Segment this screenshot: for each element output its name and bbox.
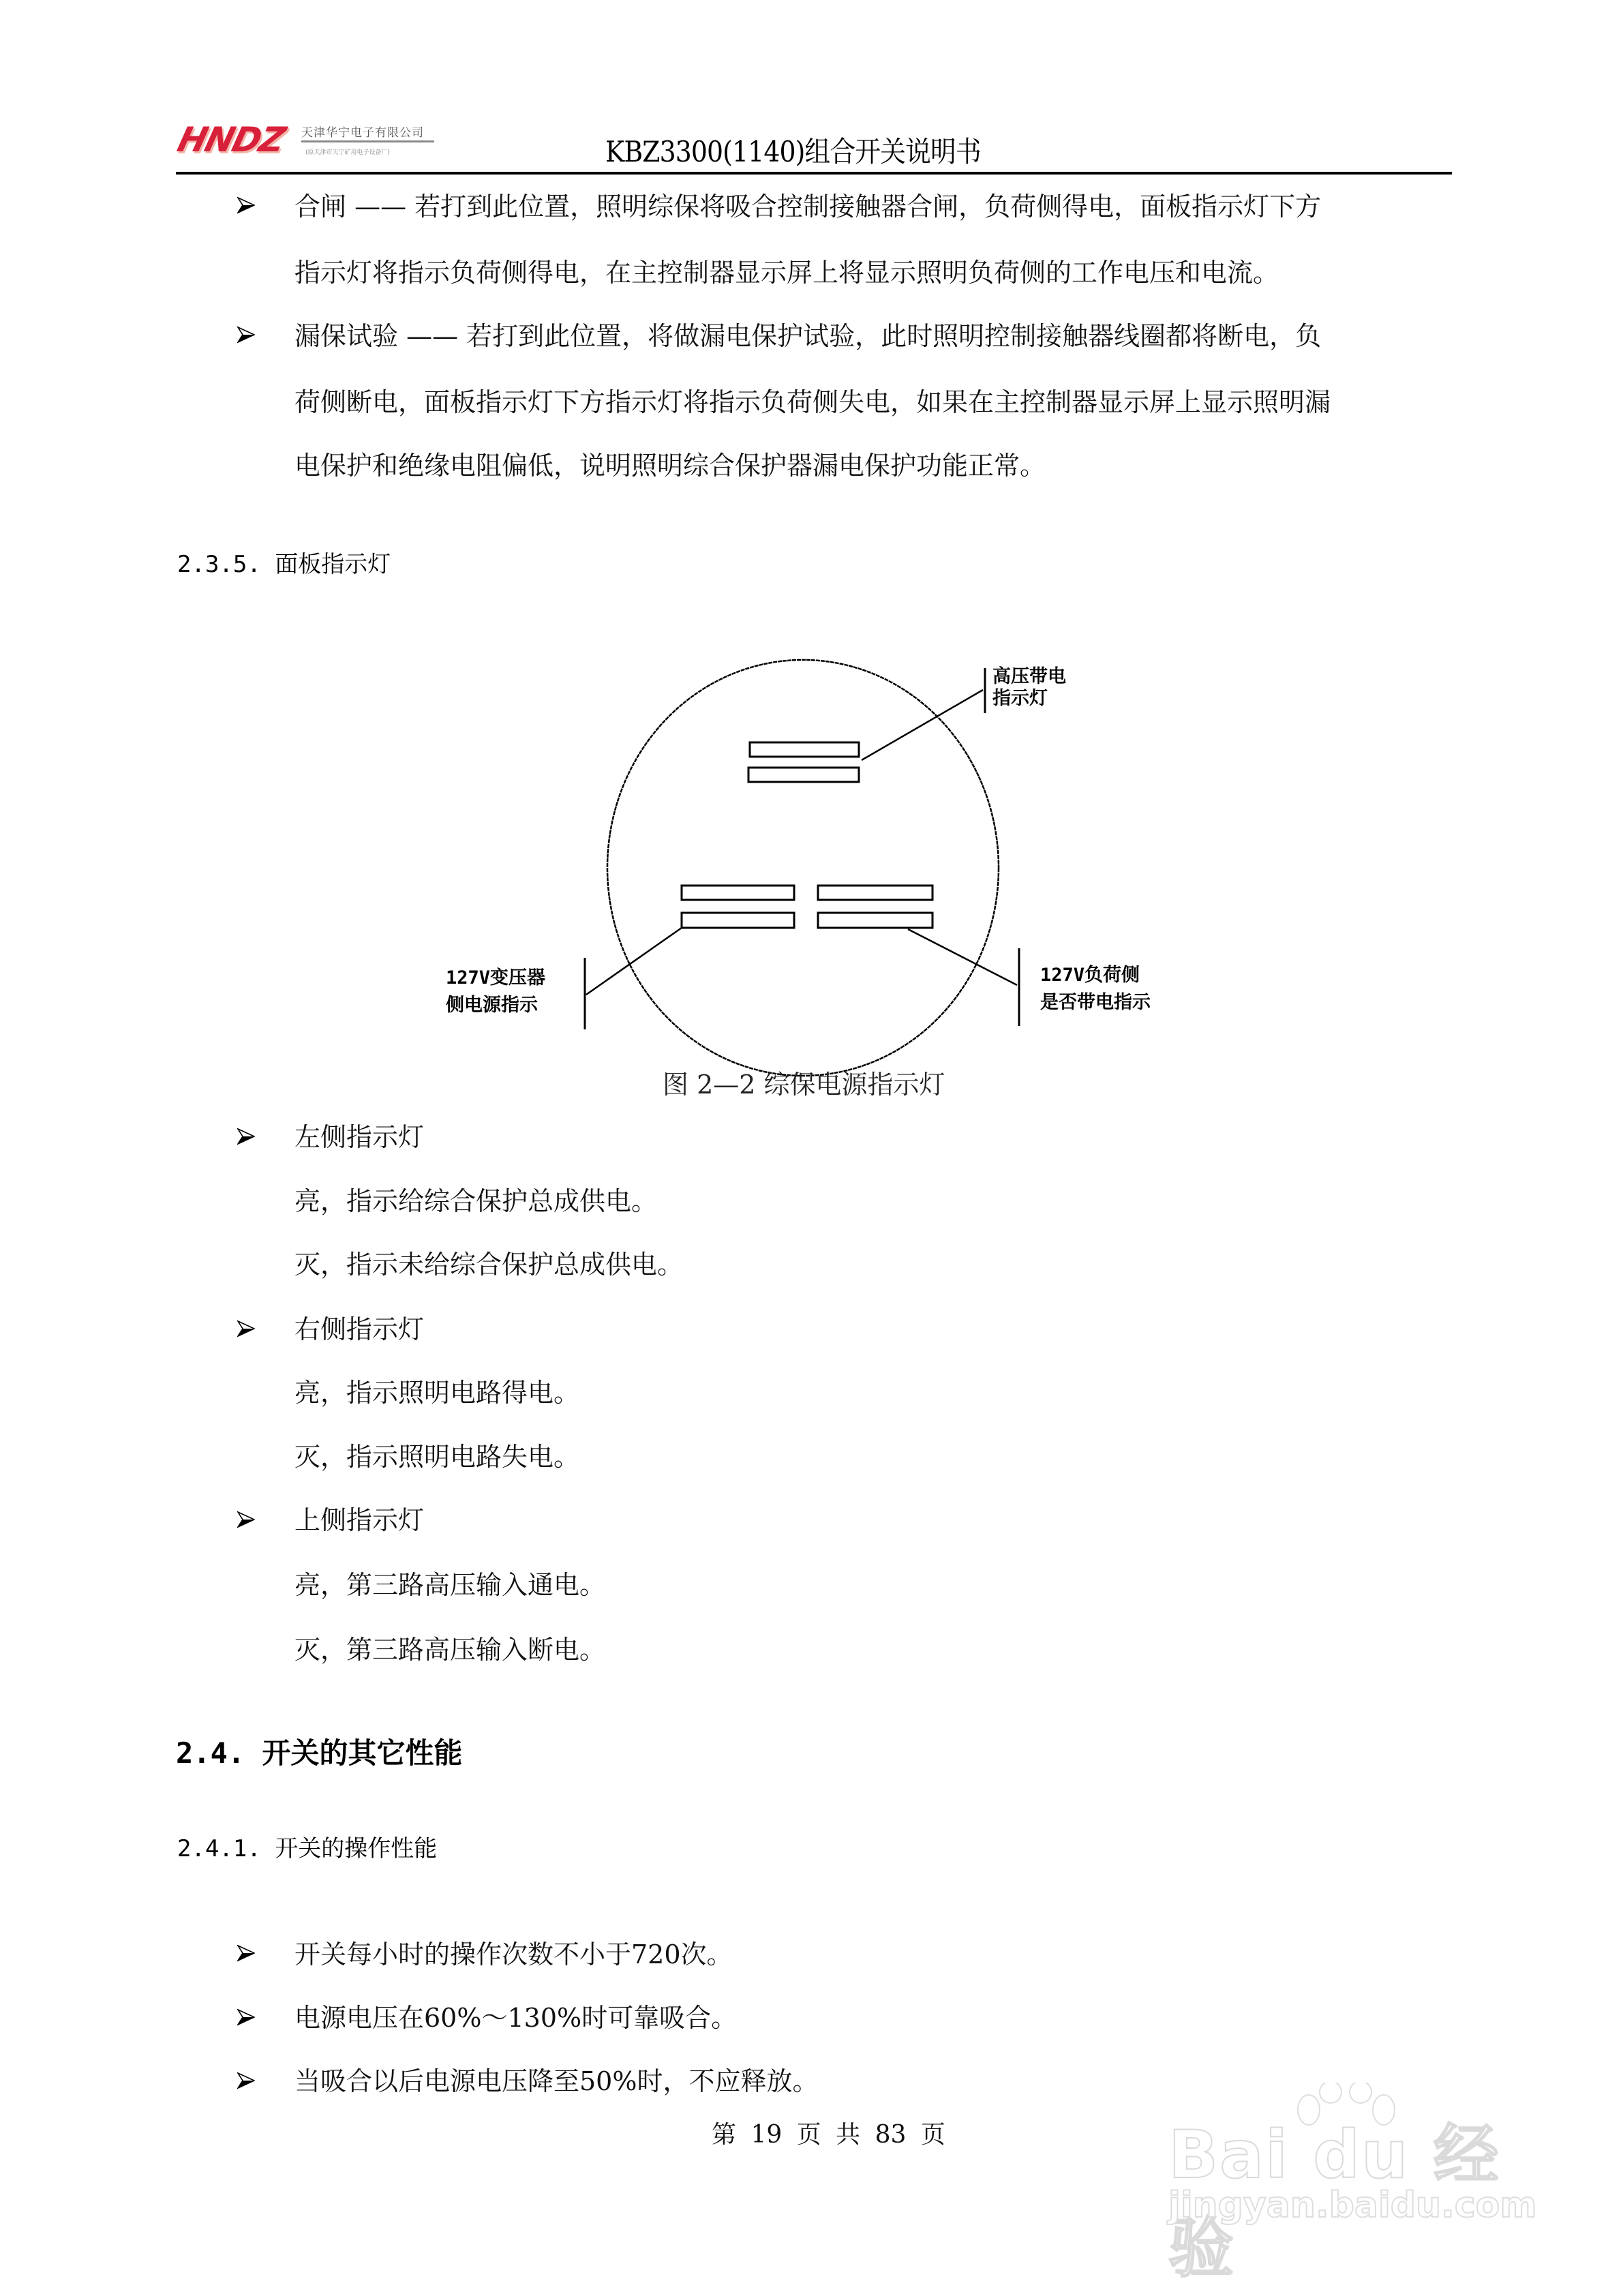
intro-item-2-line-2: 荷侧断电，面板指示灯下方指示灯将指示负荷侧失电，如果在主控制器显示屏上显示照明漏	[294, 387, 1331, 417]
intro-item-2-line-3: 电保护和绝缘电阻偏低，说明照明综合保护器漏电保护功能正常。	[294, 451, 1046, 481]
intro-item-2-line-1: 漏保试验 —— 若打到此位置，将做漏电保护试验，此时照明控制接触器线圈都将断电，负	[294, 321, 1322, 351]
arrow-bullet-icon	[237, 2008, 255, 2026]
arrow-bullet-icon	[237, 1320, 255, 1338]
intro-item-1-line-1: 合闸 —— 若打到此位置，照明综保将吸合控制接触器合闸，负荷侧得电，面板指示灯下方	[294, 192, 1322, 222]
indicator-right-on: 亮，指示照明电路得电。	[294, 1378, 580, 1408]
company-former-name: (原天津市天宁矿用电子设备厂)	[305, 149, 391, 156]
section-heading-2-4-1	[177, 1834, 437, 1864]
section-title: 面板指示灯	[275, 551, 391, 578]
document-title: KBZ3300(1140)组合开关说明书	[605, 135, 981, 168]
company-name: 天津华宁电子有限公司	[301, 126, 424, 140]
section-title: 开关的操作性能	[275, 1835, 438, 1862]
label-hv-indicator-line2: 指示灯	[992, 688, 1048, 709]
label-transformer-line2: 侧电源指示	[446, 995, 538, 1016]
arrow-bullet-icon	[237, 1511, 255, 1528]
baidu-jingyan-watermark	[1159, 2083, 1541, 2286]
arrow-bullet-icon	[237, 1128, 255, 1145]
watermark-url: jingyan.baidu.com	[1168, 2185, 1537, 2226]
panel-diagram-graphic	[423, 648, 1207, 1084]
intro-item-1-line-2: 指示灯将指示负荷侧得电，在主控制器显示屏上将显示照明负荷侧的工作电压和电流。	[294, 258, 1279, 288]
section-heading-2-4	[176, 1736, 462, 1771]
indicator-top-title: 上侧指示灯	[294, 1505, 425, 1535]
indicator-right-off: 灭，指示照明电路失电。	[294, 1442, 580, 1472]
indicator-top-off: 灭，第三路高压输入断电。	[294, 1635, 606, 1665]
company-logo	[173, 120, 441, 162]
indicator-right-title: 右侧指示灯	[294, 1314, 425, 1344]
logo-divider	[301, 140, 434, 142]
performance-item-3: 当吸合以后电源电压降至50%时，不应释放。	[294, 2066, 819, 2096]
section-number: 2.4.1.	[177, 1835, 261, 1862]
indicator-left-on: 亮，指示给综合保护总成供电。	[294, 1186, 658, 1216]
page-number: 第 19 页 共 83 页	[712, 2121, 945, 2149]
section-number: 2.3.5.	[177, 551, 261, 578]
indicator-left-title: 左侧指示灯	[294, 1122, 425, 1152]
performance-item-1: 开关每小时的操作次数不小于720次。	[294, 1939, 733, 1969]
logo-mark: HNDZ	[173, 120, 288, 160]
indicator-panel-diagram	[423, 648, 1207, 1084]
header-rule	[176, 172, 1452, 175]
arrow-bullet-icon	[237, 196, 255, 214]
label-load-side-line2: 是否带电指示	[1040, 992, 1151, 1013]
section-number: 2.4.	[176, 1736, 245, 1770]
figure-caption: 图 2—2 综保电源指示灯	[663, 1070, 945, 1100]
indicator-top-on: 亮，第三路高压输入通电。	[294, 1570, 606, 1600]
label-load-side-line1: 127V负荷侧	[1040, 965, 1140, 986]
label-transformer-line1: 127V变压器	[446, 967, 546, 988]
indicator-left-off: 灭，指示未给综合保护总成供电。	[294, 1250, 684, 1280]
label-hv-indicator-line1: 高压带电	[992, 666, 1066, 687]
section-heading-2-3-5	[177, 549, 391, 579]
watermark-brand: Bai du 经验	[1168, 2117, 1500, 2286]
section-title: 开关的其它性能	[262, 1736, 463, 1770]
arrow-bullet-icon	[237, 1944, 255, 1962]
arrow-bullet-icon	[237, 326, 255, 344]
performance-item-2: 电源电压在60%～130%时可靠吸合。	[294, 2003, 738, 2033]
arrow-bullet-icon	[237, 2072, 255, 2089]
